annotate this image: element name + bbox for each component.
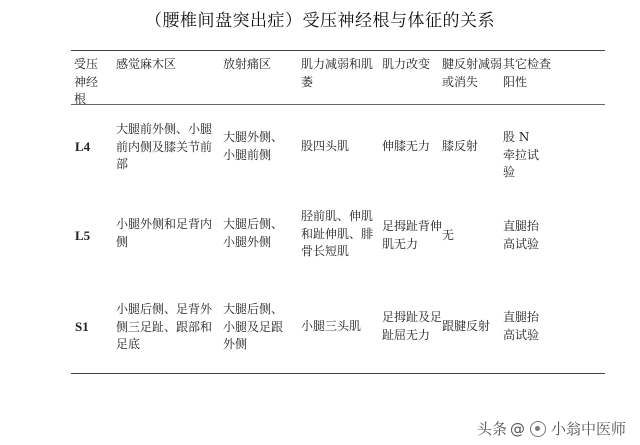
row-s1-other: 直腿抬高试验 <box>503 310 540 342</box>
header-root: 受压神经根 <box>74 57 99 106</box>
watermark-at: @ <box>509 419 525 438</box>
row-l5-reflex: 无 <box>442 228 455 242</box>
toutiao-logo-icon <box>530 421 546 437</box>
row-root-s1: S1 <box>75 319 89 334</box>
header-other: 其它检查阳性 <box>503 57 552 89</box>
row-l5-weakness: 胫前肌、伸肌和趾伸肌、腓骨长短肌 <box>301 209 374 258</box>
row-l4-other: 股 N 牵拉试验 <box>503 130 540 179</box>
table-bottom-rule <box>71 373 605 374</box>
table-top-rule <box>71 50 605 51</box>
row-l4-strength: 伸膝无力 <box>382 139 431 153</box>
header-strength: 肌力改变 <box>382 57 431 71</box>
row-l5-other: 直腿抬高试验 <box>503 219 540 251</box>
page-title: （腰椎间盘突出症）受压神经根与体征的关系 <box>145 11 495 31</box>
row-s1-sensory: 小腿后侧、足背外侧三足趾、跟部和足底 <box>116 302 213 351</box>
header-weakness: 肌力减弱和肌萎 <box>301 57 374 89</box>
row-s1-strength: 足拇趾及足趾屈无力 <box>382 310 443 342</box>
row-l4-reflex: 膝反射 <box>442 139 479 153</box>
table-header-rule <box>71 104 605 105</box>
row-s1-weakness: 小腿三头肌 <box>301 319 362 333</box>
header-reflex: 腱反射减弱或消失 <box>442 57 503 89</box>
row-l4-weakness: 股四头肌 <box>301 139 350 153</box>
row-l5-strength: 足拇趾背伸肌无力 <box>382 219 443 251</box>
row-s1-pain: 大腿后侧、小腿及足跟外侧 <box>223 302 284 351</box>
row-root-l4: L4 <box>75 139 91 154</box>
row-l4-sensory: 大腿前外侧、小腿前内侧及膝关节前部 <box>116 122 213 171</box>
header-pain: 放射痛区 <box>223 57 272 71</box>
watermark-name: 小翁中医师 <box>550 420 626 438</box>
row-s1-reflex: 跟腱反射 <box>442 319 491 333</box>
row-l4-pain: 大腿外侧、小腿前侧 <box>223 130 284 162</box>
watermark <box>477 418 626 439</box>
watermark-prefix: 头条 <box>476 420 507 438</box>
row-root-l5: L5 <box>75 228 91 243</box>
row-l5-sensory: 小腿外侧和足背内侧 <box>116 217 213 249</box>
row-l5-pain: 大腿后侧、小腿外侧 <box>223 217 284 249</box>
header-sensory: 感觉麻木区 <box>116 57 177 71</box>
